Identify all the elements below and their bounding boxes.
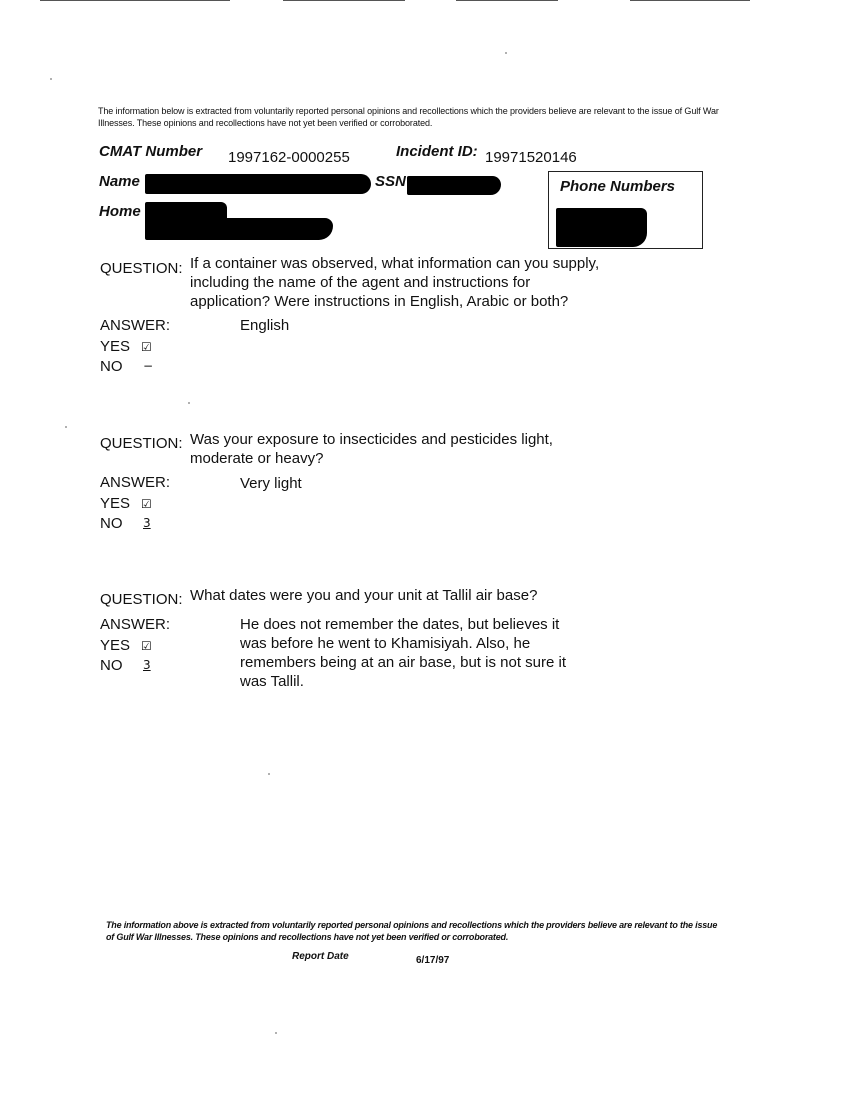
no-checkbox: − — [143, 359, 154, 373]
answer-label: ANSWER: — [100, 474, 171, 491]
yes-checkbox: ☑ — [141, 497, 152, 511]
yes-checkbox: ☑ — [141, 340, 152, 354]
question-label: QUESTION: — [100, 435, 183, 452]
answer-text: He does not remember the dates, but believes it was before he went to Khamisiyah. Also, he remembers being at an air base, but is not sure it was Tallil. — [240, 616, 567, 690]
no-label: NO — [100, 515, 123, 532]
question-text: If a container was observed, what information can you supply, including the name of the agent and instructions for application? Were instructions in English, Arabic or both? — [190, 255, 600, 310]
cmat-number-label: CMAT Number — [99, 143, 203, 160]
redaction-home-line2 — [145, 218, 333, 240]
answer-text: Very light — [240, 475, 302, 492]
home-label: Home — [99, 203, 141, 220]
report-date-label: Report Date — [292, 951, 349, 962]
report-date-value: 6/17/97 — [416, 955, 450, 966]
yes-label: YES — [100, 495, 131, 512]
phone-numbers-label: Phone Numbers — [560, 178, 676, 195]
answer-text: English — [240, 317, 290, 334]
scan-speck — [65, 426, 67, 428]
no-label: NO — [100, 358, 123, 375]
no-checkbox: 3 — [143, 516, 151, 530]
yes-label: YES — [100, 338, 131, 355]
scan-artifact-line — [630, 0, 750, 1]
question-label: QUESTION: — [100, 591, 183, 608]
redaction-name — [145, 174, 371, 194]
scan-artifact-line — [283, 0, 405, 1]
question-text: Was your exposure to insecticides and pesticides light, moderate or heavy? — [190, 431, 553, 467]
redaction-phone — [556, 208, 647, 247]
ssn-label: SSN — [375, 173, 406, 190]
scan-speck — [188, 402, 190, 404]
scan-speck — [50, 78, 52, 80]
answer-label: ANSWER: — [100, 317, 171, 334]
incident-id-label: Incident ID: — [396, 143, 478, 160]
scan-speck — [268, 773, 270, 775]
scan-speck — [275, 1032, 277, 1034]
no-checkbox: 3 — [143, 658, 151, 672]
header-disclaimer: The information below is extracted from voluntarily reported personal opinions and recollections which the providers believe are relevant to the issue of Gulf War Illnesses. These opinions and recollections have not yet been verified or corroborated. — [98, 106, 719, 128]
yes-checkbox: ☑ — [141, 639, 152, 653]
scan-artifact-line — [40, 0, 230, 1]
redaction-ssn — [407, 176, 501, 195]
cmat-number-value: 1997162-0000255 — [228, 149, 350, 166]
name-label: Name — [99, 173, 140, 190]
scan-speck — [505, 52, 507, 54]
answer-label: ANSWER: — [100, 616, 171, 633]
question-text: What dates were you and your unit at Tallil air base? — [190, 587, 538, 604]
scan-artifact-line — [456, 0, 558, 1]
footer-disclaimer: The information above is extracted from voluntarily reported personal opinions and recollections which the providers believe are relevant to the issue of Gulf War Illnesses. These opinions and recollections have not yet been verified or corroborated. — [106, 920, 718, 942]
question-label: QUESTION: — [100, 260, 183, 277]
incident-id-value: 19971520146 — [485, 149, 577, 166]
no-label: NO — [100, 657, 123, 674]
yes-label: YES — [100, 637, 131, 654]
